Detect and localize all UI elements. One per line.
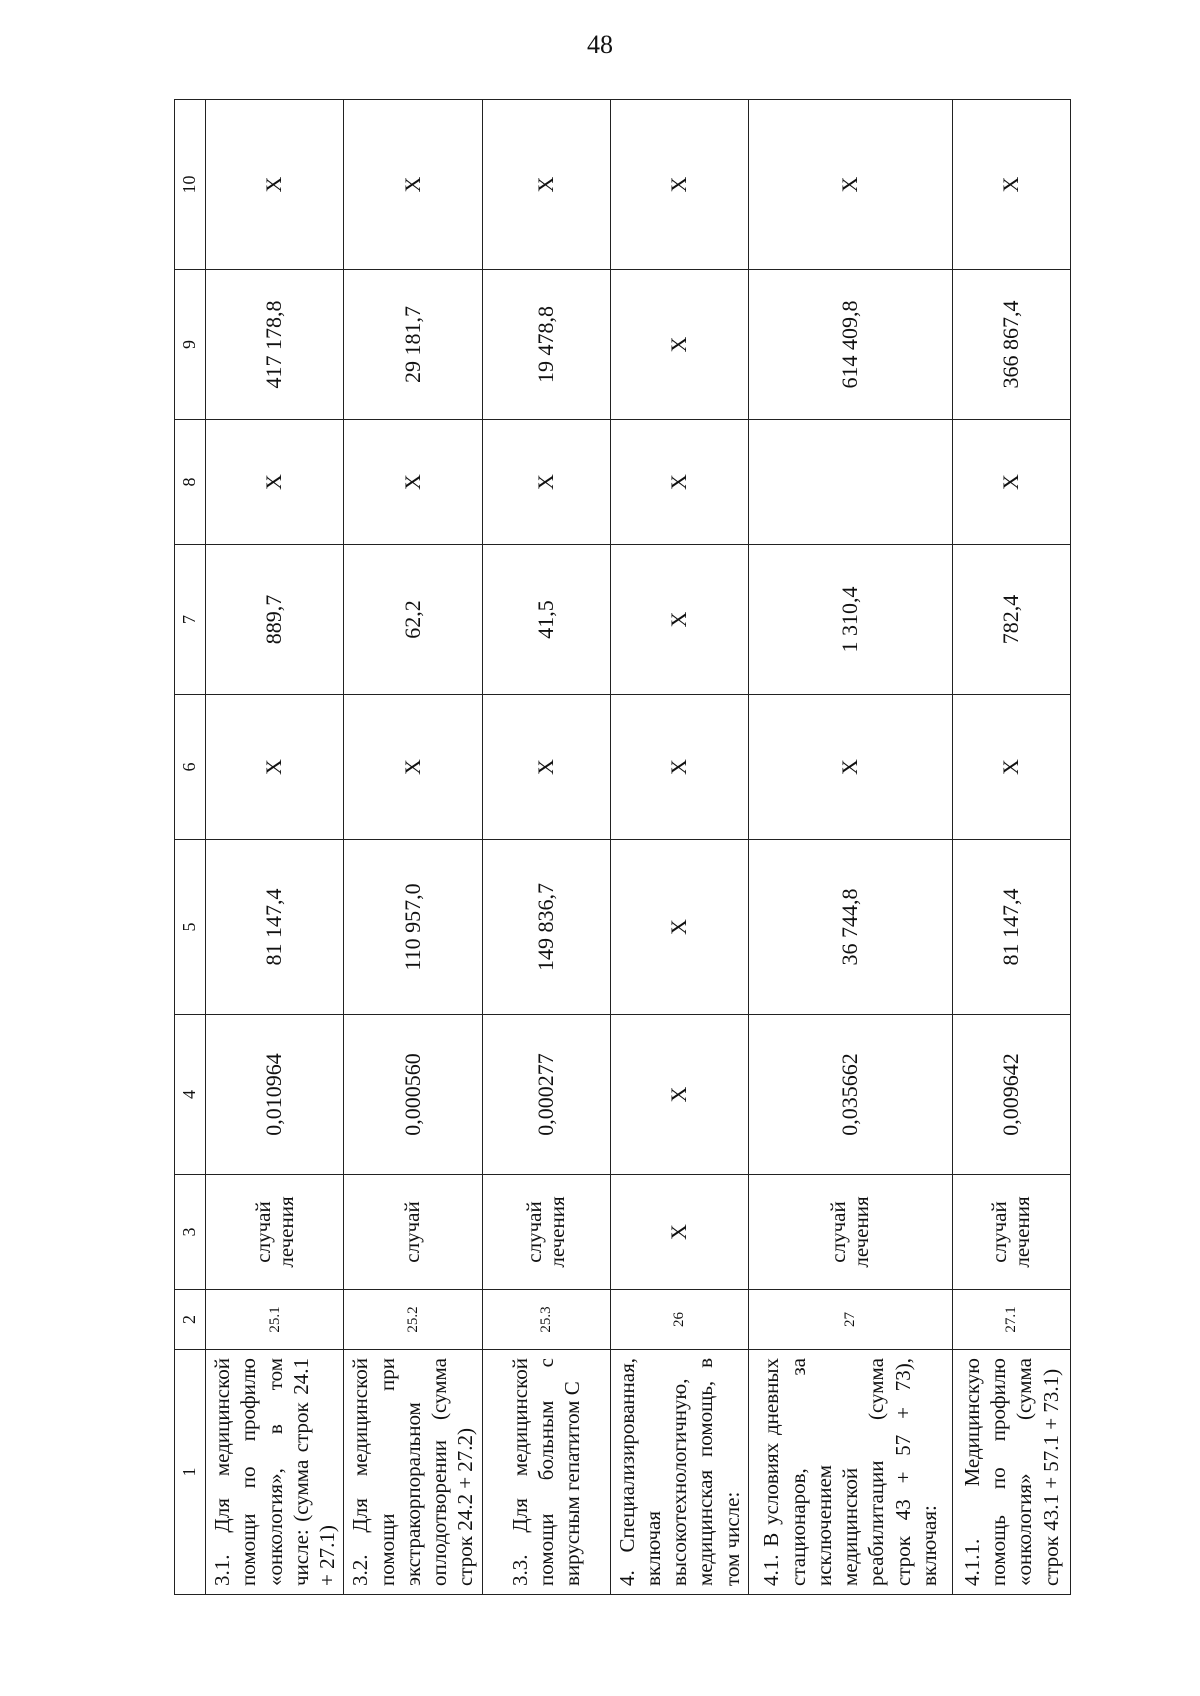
cell-col10: X <box>206 100 344 270</box>
table-row <box>610 100 748 1595</box>
cell-col9: 366 867,4 <box>952 270 1070 420</box>
column-header: 2 <box>175 1290 206 1350</box>
column-header: 7 <box>175 545 206 695</box>
column-header: 1 <box>175 1350 206 1595</box>
row-code: 26 <box>610 1290 748 1350</box>
cell-col8: X <box>482 420 610 545</box>
row-description: 4.1.1. Медицинскую помощь по профилю «онкология» (сумма строк 43.1 + 57.1 + 73.1) <box>952 1350 1070 1595</box>
cell-col6: X <box>748 695 952 840</box>
cell-col9: 29 181,7 <box>344 270 482 420</box>
row-description: 3.1. Для медицинской помощи по профилю «онкология», в том числе: (сумма строк 24.1 + 27.1) <box>206 1350 344 1595</box>
cell-col8: X <box>952 420 1070 545</box>
column-header: 5 <box>175 840 206 1015</box>
table-row <box>206 100 344 1595</box>
column-header: 4 <box>175 1015 206 1175</box>
column-header: 3 <box>175 1175 206 1290</box>
row-unit: случай <box>344 1175 482 1290</box>
column-header: 8 <box>175 420 206 545</box>
cell-col8 <box>748 420 952 545</box>
cell-col5: 36 744,8 <box>748 840 952 1015</box>
cell-col4: X <box>610 1015 748 1175</box>
cell-col7: 41,5 <box>482 545 610 695</box>
row-code: 25.2 <box>344 1290 482 1350</box>
row-description: 3.2. Для медицинской помощи при экстракорпоральном оплодотворении (сумма строк 24.2 + 27.2) <box>344 1350 482 1595</box>
cell-col9: 417 178,8 <box>206 270 344 420</box>
table-row <box>748 100 952 1595</box>
cell-col10: X <box>482 100 610 270</box>
data-table <box>174 99 1071 1595</box>
cell-col4: 0,000560 <box>344 1015 482 1175</box>
cell-col10: X <box>610 100 748 270</box>
cell-col6: X <box>344 695 482 840</box>
cell-col6: X <box>952 695 1070 840</box>
cell-col5: X <box>610 840 748 1015</box>
cell-col6: X <box>206 695 344 840</box>
rotated-table-container <box>174 100 1070 1595</box>
cell-col9: X <box>610 270 748 420</box>
cell-col8: X <box>344 420 482 545</box>
cell-col5: 81 147,4 <box>206 840 344 1015</box>
cell-col4: 0,009642 <box>952 1015 1070 1175</box>
row-code: 25.1 <box>206 1290 344 1350</box>
row-code: 25.3 <box>482 1290 610 1350</box>
cell-col7: 889,7 <box>206 545 344 695</box>
row-code: 27 <box>748 1290 952 1350</box>
table-row <box>952 100 1070 1595</box>
cell-col4: 0,010964 <box>206 1015 344 1175</box>
row-unit: случай лечения <box>748 1175 952 1290</box>
cell-col4: 0,035662 <box>748 1015 952 1175</box>
cell-col8: X <box>610 420 748 545</box>
column-header: 9 <box>175 270 206 420</box>
cell-col10: X <box>748 100 952 270</box>
table-row <box>482 100 610 1595</box>
cell-col9: 19 478,8 <box>482 270 610 420</box>
column-header: 6 <box>175 695 206 840</box>
cell-col10: X <box>344 100 482 270</box>
cell-col5: 149 836,7 <box>482 840 610 1015</box>
row-description: 4.1. В условиях дневных стационаров, за исключением медицинской реабилитации (сумма строк 43 + 57 + 73), включая: <box>748 1350 952 1595</box>
cell-col7: 62,2 <box>344 545 482 695</box>
cell-col8: X <box>206 420 344 545</box>
cell-col10: X <box>952 100 1070 270</box>
page-number: 48 <box>587 30 613 59</box>
cell-col4: 0,000277 <box>482 1015 610 1175</box>
cell-col7: 1 310,4 <box>748 545 952 695</box>
header-row <box>175 100 206 1595</box>
cell-col5: 81 147,4 <box>952 840 1070 1015</box>
column-header: 10 <box>175 100 206 270</box>
row-code: 27.1 <box>952 1290 1070 1350</box>
cell-col5: 110 957,0 <box>344 840 482 1015</box>
row-description: 3.3. Для медицинской помощи больным с вирусным гепатитом С <box>482 1350 610 1595</box>
cell-col6: X <box>610 695 748 840</box>
cell-col9: 614 409,8 <box>748 270 952 420</box>
table-row <box>344 100 482 1595</box>
row-unit: случай лечения <box>952 1175 1070 1290</box>
cell-col7: X <box>610 545 748 695</box>
cell-col7: 782,4 <box>952 545 1070 695</box>
row-unit: X <box>610 1175 748 1290</box>
row-unit: случай лечения <box>206 1175 344 1290</box>
row-description: 4. Специализированная, включая высокотехнологичную, медицинская помощь, в том числе: <box>610 1350 748 1595</box>
cell-col6: X <box>482 695 610 840</box>
row-unit: случай лечения <box>482 1175 610 1290</box>
